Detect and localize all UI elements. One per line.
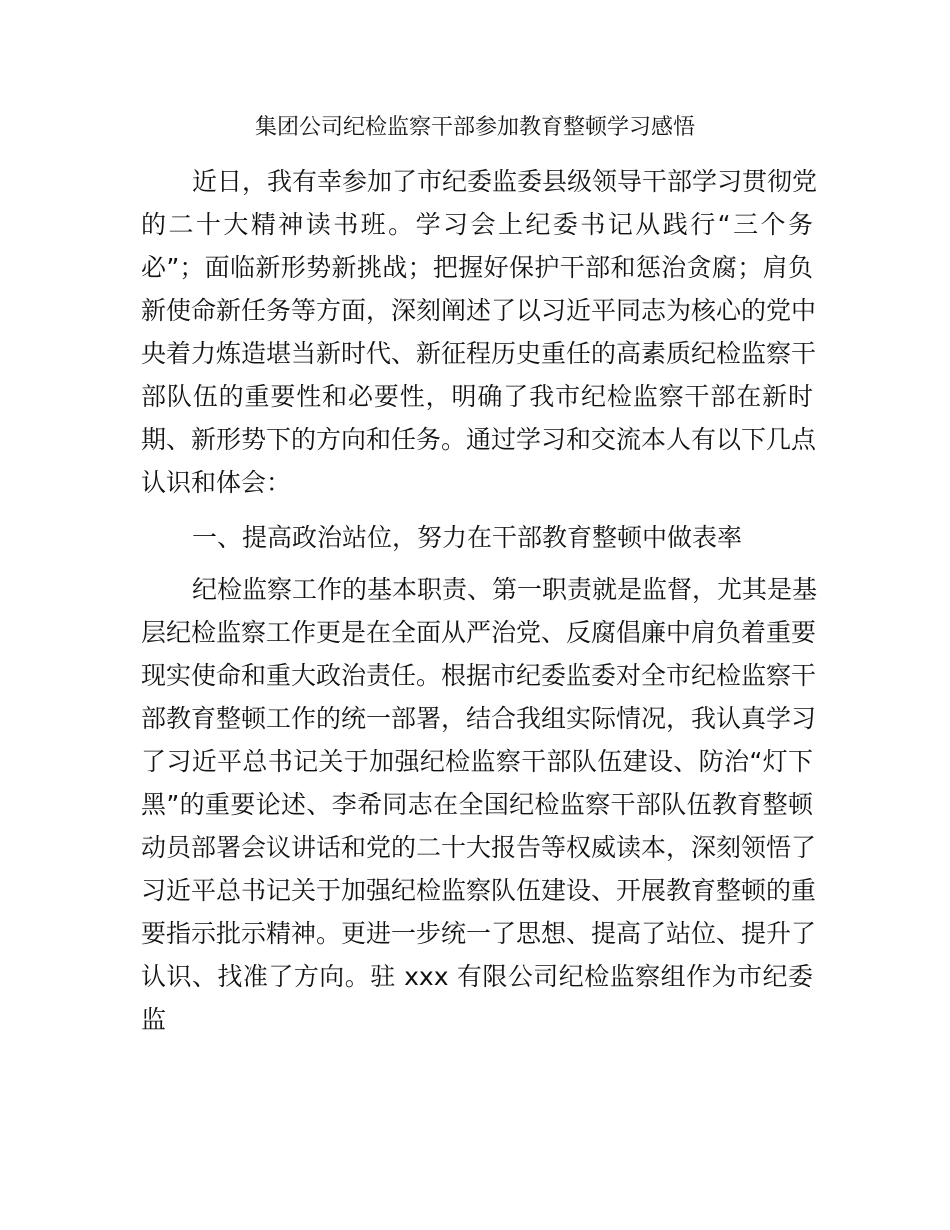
document-title: 集团公司纪检监察干部参加教育整顿学习感悟	[254, 115, 695, 140]
text-line: 监	[141, 1005, 167, 1034]
text-line: 认识和体会：	[141, 468, 292, 497]
text-line: 的二十大精神读书班。学习会上纪委书记从践行“三个务	[141, 210, 813, 239]
text-line: 部教育整顿工作的统一部署，结合我组实际情况，我认真学习	[141, 704, 817, 733]
text-line: 动员部署会议讲话和党的二十大报告等权威读本，深刻领悟了	[141, 833, 817, 862]
section-heading-1	[141, 516, 813, 559]
text-line: 期、新形势下的方向和任务。通过学习和交流本人有以下几点	[141, 425, 817, 454]
text-line: 纪检监察工作的基本职责、第一职责就是监督，尤其是基	[192, 575, 818, 604]
text-line: 习近平总书记关于加强纪检监察队伍建设、开展教育整顿的重	[141, 876, 817, 905]
text-line: 新使命新任务等方面，深刻阐述了以习近平同志为核心的党中	[141, 296, 817, 325]
text-line: 认识、找准了方向。驻 xxx 有限公司纪检监察组作为市纪委	[141, 962, 813, 991]
text-line: 现实使命和重大政治责任。根据市纪委监委对全市纪检监察干	[141, 661, 817, 690]
text-line: 层纪检监察工作更是在全面从严治党、反腐倡廉中肩负着重要	[141, 618, 817, 647]
text-line: 要指示批示精神。更进一步统一了思想、提高了站位、提升了	[141, 919, 817, 948]
text-line: 必”；面临新形势新挑战；把握好保护干部和惩治贪腐；肩负	[141, 253, 813, 282]
text-line: 了习近平总书记关于加强纪检监察干部队伍建设、防治“灯下	[141, 747, 813, 776]
text-line: 部队伍的重要性和必要性，明确了我市纪检监察干部在新时	[141, 382, 813, 411]
text-line: 黑”的重要论述、李希同志在全国纪检监察干部队伍教育整顿	[141, 790, 813, 819]
paragraph-section-1	[141, 568, 818, 1041]
text-line: 央着力炼造堪当新时代、新征程历史重任的高素质纪检监察干	[141, 339, 817, 368]
paragraph-intro	[141, 160, 818, 504]
text-line: 近日，我有幸参加了市纪委监委县级领导干部学习贯彻党	[192, 167, 818, 196]
heading-text: 一、提高政治站位，努力在干部教育整顿中做表率	[192, 523, 743, 552]
